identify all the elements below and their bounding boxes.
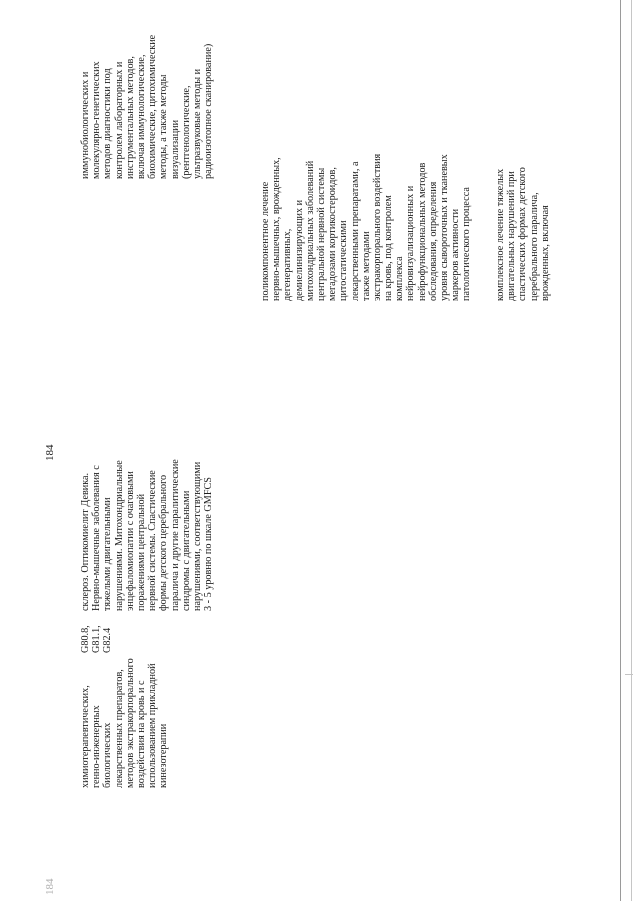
method-line: воздействия на кровь и с (135, 680, 147, 788)
disease-line: нервной системы. Спастические (147, 470, 159, 611)
disease-line: Нервно-мышечные заболевания с (91, 465, 103, 611)
diagnostics-line: инструментальных методов, (124, 56, 136, 179)
complex-treatment-line: комплексное лечение тяжелых (494, 168, 506, 301)
treatment-line: обследования, определения (427, 181, 439, 301)
treatment-line: дегенеративных, (282, 228, 294, 301)
treatment-line: уровня сывороточных и тканевых (439, 154, 450, 301)
treatment-line: демиелинизирующих и (293, 199, 305, 301)
disease-line: нарушениями. Митохондриальные (113, 460, 125, 611)
treatment-line: лекарственными препаратами, а (349, 161, 361, 301)
disease-line: поражениями центральной (135, 493, 147, 611)
scan-tick-mark (625, 674, 633, 675)
treatment-line: нервно-мышечных, врожденных, (271, 157, 283, 301)
treatment-line: экстракорпорального воздействия (371, 153, 383, 301)
disease-line: 3 - 5 уровню по шкале GMFCS (203, 477, 215, 611)
disease-description-column (80, 459, 214, 611)
disease-line: паралича и другие паралитические (169, 459, 181, 611)
treatment-description-column (260, 154, 551, 301)
treatment-line: маркеров активности (450, 208, 462, 301)
method-line: использованием прикладной (147, 663, 159, 788)
paragraph-gap (473, 154, 484, 301)
method-line: лекарственных препаратов, (113, 669, 125, 788)
diagnostics-line: включая иммунологические, (135, 54, 147, 179)
icd-code: G80.8, (80, 625, 91, 653)
diagnostics-line: иммунобиологических и (80, 71, 91, 179)
diagnostics-line: (рентгенологические, (180, 85, 192, 179)
treatment-line: цитостатическими (338, 220, 350, 301)
treatment-line: комплекса (394, 256, 406, 301)
treatment-line: нейровизуализационных и (405, 185, 417, 301)
diagnostics-line: ультразвуковые методы и (191, 68, 203, 179)
icd-code: G81.1, (91, 625, 103, 653)
disease-line: синдромы с двигательными (180, 490, 192, 611)
method-line: методов экстракорпорального (124, 658, 136, 788)
diagnostics-line: радиоизотопное сканирование) (203, 43, 215, 179)
page-number-bottom: 184 (44, 878, 56, 895)
treatment-line: на кровь, под контролем (383, 195, 395, 301)
treatment-line: также методами (360, 231, 372, 301)
treatment-line: центральной нервной системы (315, 167, 327, 301)
complex-treatment-line: врожденных, включая (539, 205, 551, 301)
treatment-line: нейрофункциональных методов (416, 162, 428, 301)
diagnostics-line: биохимические, цитохимические (147, 34, 159, 179)
method-line: биологических (102, 722, 114, 788)
treatment-line: митохондриальных заболеваний (304, 160, 316, 301)
page-number-top: 184 (44, 444, 56, 461)
treatment-methods-column (80, 658, 170, 788)
treatment-line: патологического процесса (461, 187, 473, 301)
diagnostics-line: методов диагностики под (102, 68, 114, 179)
diagnostics-methods-column (80, 35, 214, 179)
paragraph-gap (484, 154, 495, 301)
method-line: генно-инженерных (91, 705, 103, 788)
diagnostics-line: методы, а также методы (158, 74, 170, 179)
icd-codes-column (80, 625, 114, 653)
complex-treatment-line: церебрального паралича, (528, 192, 540, 301)
diagnostics-line: контролем лабораторных и (113, 61, 125, 179)
complex-treatment-line: спастических формах детского (517, 167, 529, 301)
disease-line: энцефаломиопатии с очаговыми (124, 471, 136, 611)
treatment-line: мегадозами кортикостероидов, (327, 167, 339, 301)
method-line: химиотерапевтических, (80, 685, 91, 788)
complex-treatment-line: двигательных нарушений при (506, 171, 518, 301)
disease-line: нарушениями, соответствующими (191, 461, 203, 611)
treatment-line: поликомпонентное лечение (260, 181, 271, 301)
scan-edge-line (620, 0, 621, 901)
scan-edge-line-secondary (631, 0, 632, 901)
diagnostics-line: визуализации (169, 119, 181, 179)
disease-line: тяжелыми двигательными (102, 497, 114, 611)
disease-line: склероз. Оптикомиелит Девика. (80, 472, 91, 611)
method-line: кинезотерапии (158, 723, 170, 788)
icd-code: G82.4 (102, 627, 114, 653)
disease-line: формы детского церебрального (158, 474, 170, 611)
diagnostics-line: молекулярно-генетических (91, 61, 103, 179)
